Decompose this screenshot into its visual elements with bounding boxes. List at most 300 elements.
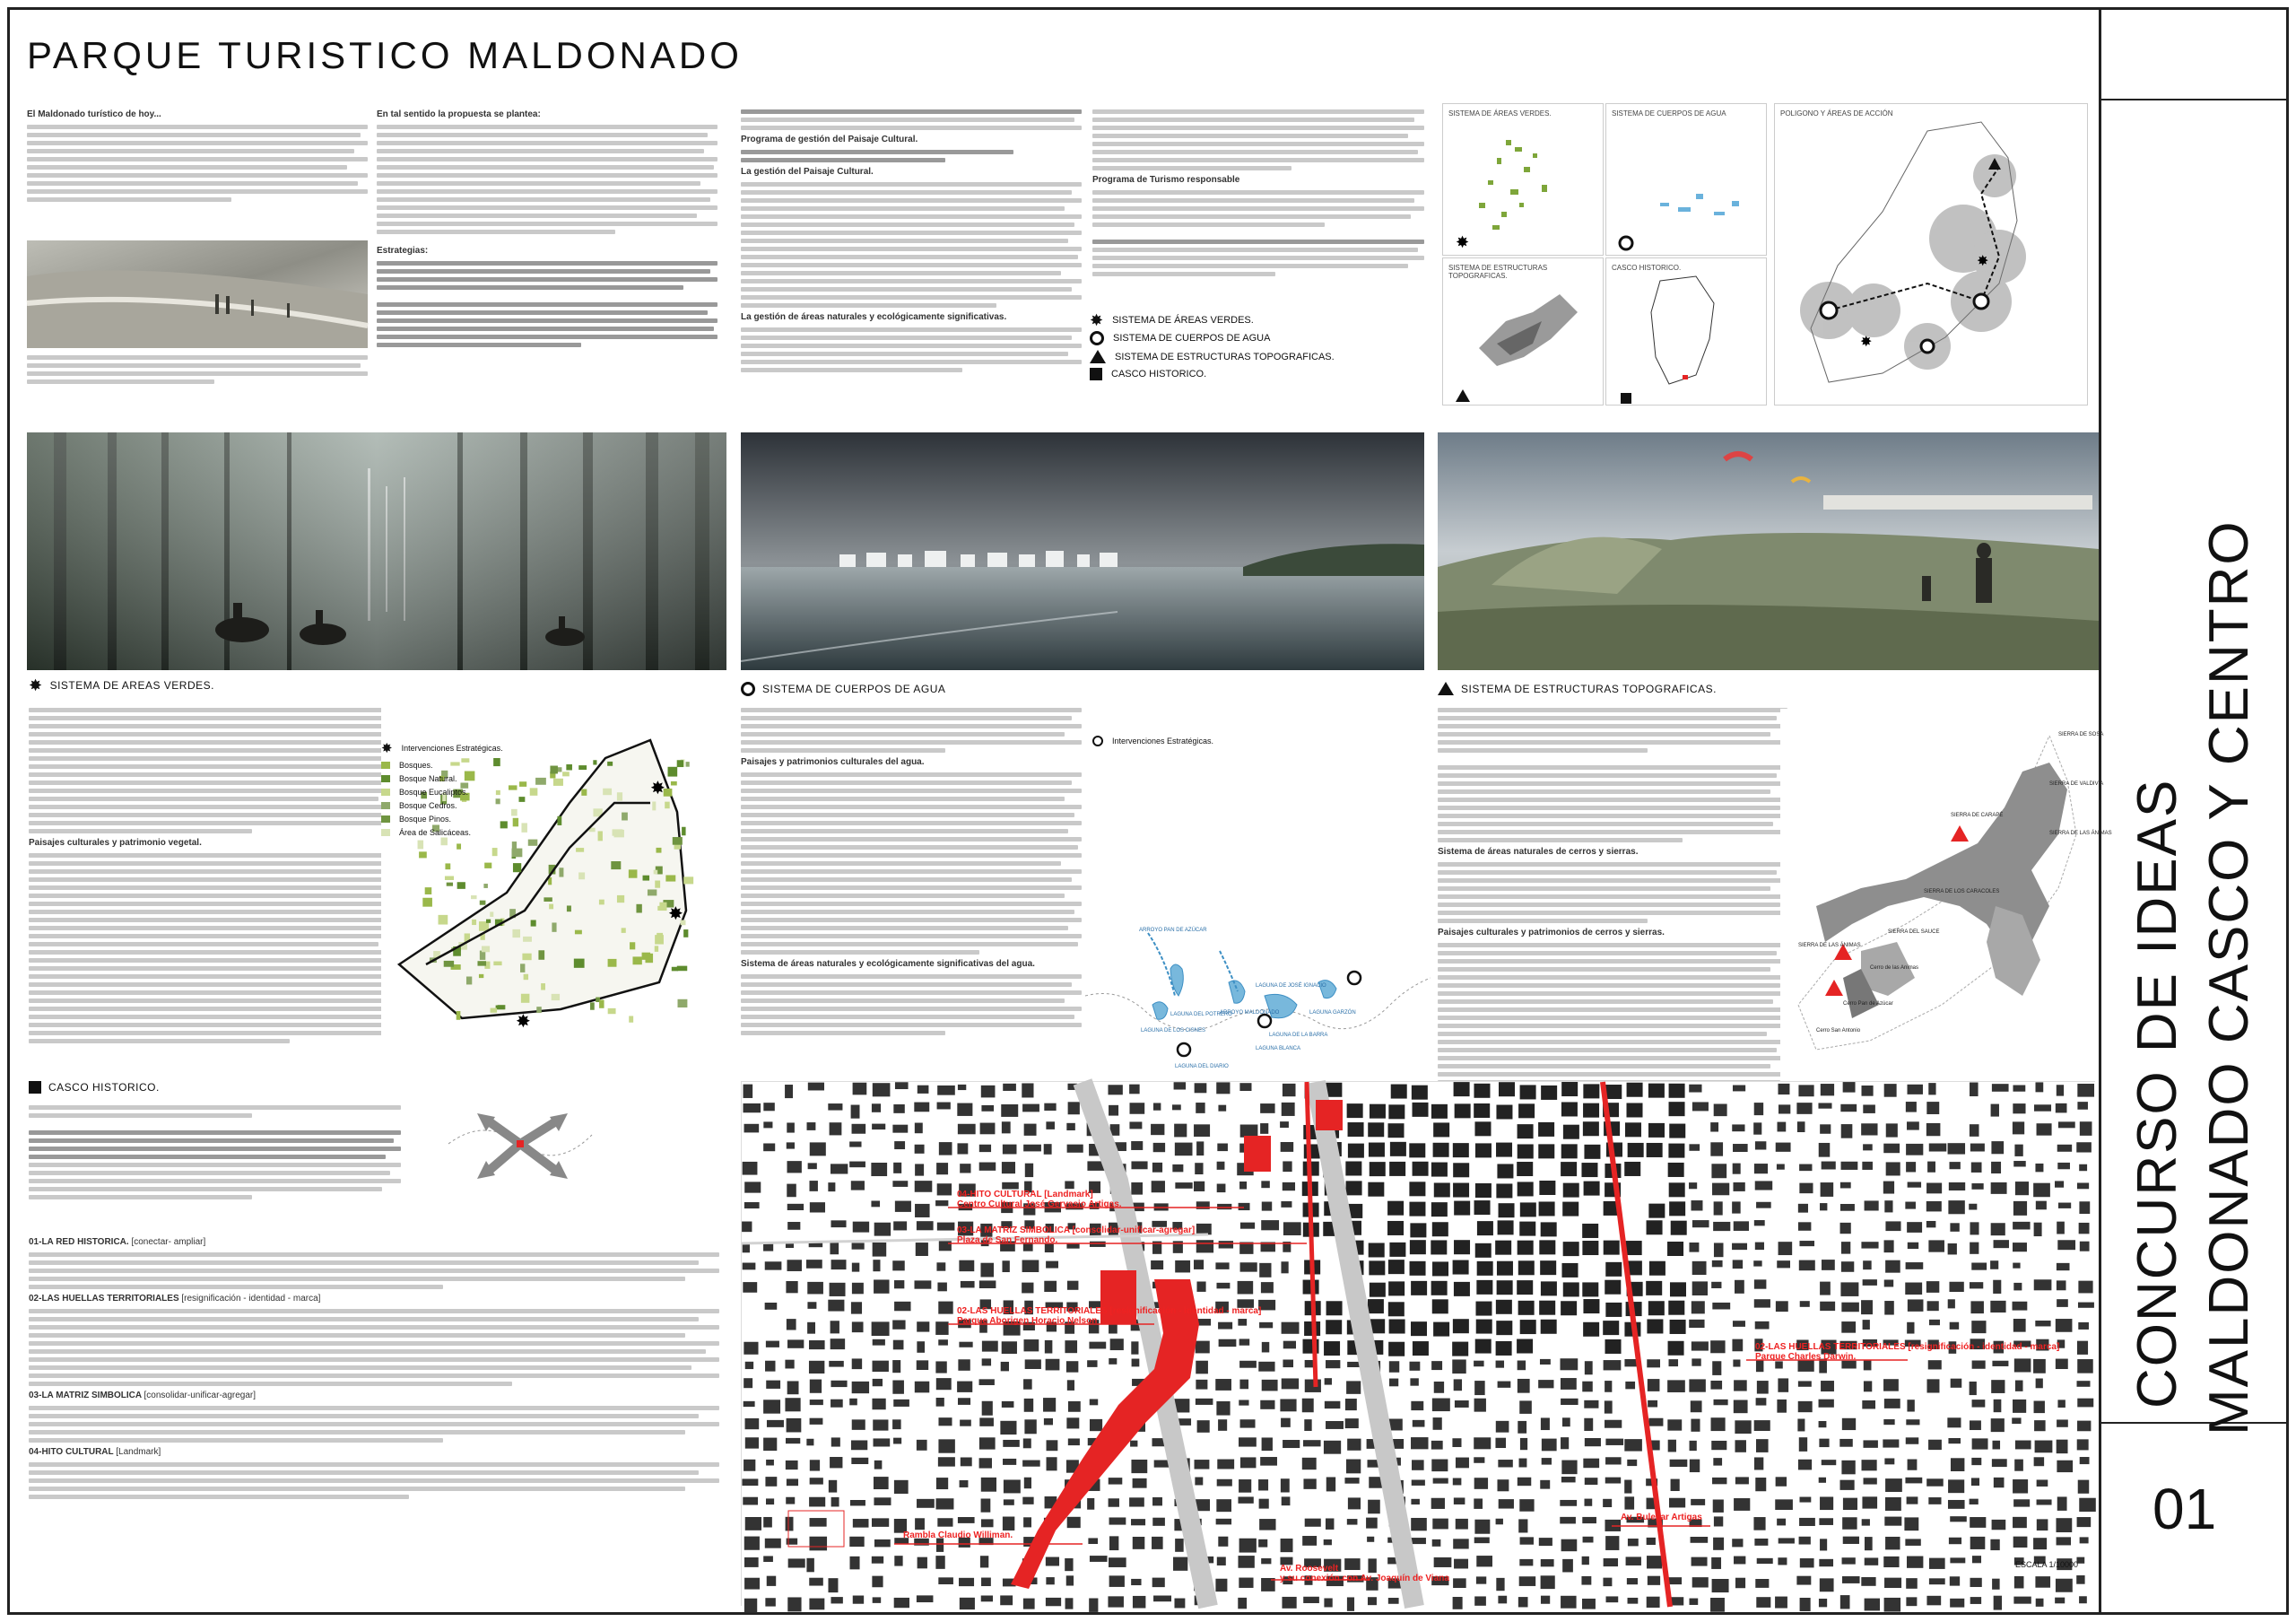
city-block xyxy=(1541,1417,1550,1430)
city-block xyxy=(1884,1279,1893,1286)
city-block xyxy=(1260,1457,1277,1466)
vegetation-patch xyxy=(686,762,690,767)
city-block xyxy=(1370,1283,1386,1297)
city-block xyxy=(1474,1498,1483,1508)
vegetation-patch xyxy=(648,889,657,895)
city-block xyxy=(1970,1222,1979,1234)
city-block xyxy=(1776,1477,1787,1486)
vegetation-patch xyxy=(671,781,677,786)
city-block xyxy=(1087,1360,1097,1367)
city-block xyxy=(1046,1121,1055,1129)
city-block xyxy=(1970,1537,1986,1549)
city-block xyxy=(787,1478,798,1486)
city-block xyxy=(1755,1243,1764,1251)
city-block xyxy=(1196,1499,1210,1511)
city-block xyxy=(828,1103,842,1111)
city-block xyxy=(1347,1519,1358,1525)
city-block xyxy=(1022,1283,1033,1294)
city-block xyxy=(1519,1222,1535,1236)
city-block xyxy=(766,1498,774,1504)
city-block xyxy=(1797,1121,1805,1132)
city-block xyxy=(1863,1279,1877,1286)
natural-areas-heading: La gestión de áreas naturales y ecológicamente significativas. xyxy=(741,312,1007,322)
city-block xyxy=(1496,1300,1512,1314)
city-block xyxy=(917,1360,928,1370)
city-block xyxy=(1388,1342,1405,1356)
city-block xyxy=(1819,1439,1829,1447)
city-block xyxy=(1605,1400,1613,1413)
city-block xyxy=(2057,1145,2072,1152)
city-block xyxy=(1970,1243,1979,1254)
city-block xyxy=(917,1341,925,1353)
city-block xyxy=(1282,1597,1296,1609)
city-block xyxy=(1624,1162,1640,1176)
city-block xyxy=(1304,1419,1311,1431)
city-block xyxy=(1841,1461,1855,1474)
city-block xyxy=(1370,1104,1386,1119)
city-block xyxy=(2013,1086,2025,1092)
city-block xyxy=(1753,1122,1761,1134)
city-block xyxy=(1583,1299,1599,1313)
vegetation-patch xyxy=(622,928,626,933)
city-block xyxy=(1778,1557,1787,1565)
city-block xyxy=(2078,1322,2089,1330)
city-block xyxy=(1905,1478,1922,1484)
city-block xyxy=(828,1300,844,1312)
city-block xyxy=(852,1321,864,1332)
program-heading: Programa de gestión del Paisaje Cultural. xyxy=(741,135,918,144)
city-block xyxy=(1519,1400,1532,1414)
city-block xyxy=(1624,1496,1634,1509)
city-block xyxy=(1627,1460,1637,1466)
city-block xyxy=(1499,1082,1515,1096)
city-block xyxy=(1174,1124,1187,1138)
vegetation-patch xyxy=(523,937,532,942)
city-block xyxy=(1992,1520,2006,1530)
city-block xyxy=(1584,1418,1593,1431)
city-block xyxy=(1929,1578,1945,1584)
city-block xyxy=(1581,1576,1591,1585)
city-block xyxy=(1908,1460,1918,1470)
verdes-heading: Paisajes culturales y patrimonio vegetal. xyxy=(29,838,202,848)
city-block xyxy=(1907,1222,1922,1233)
city-block xyxy=(2079,1498,2096,1512)
city-block xyxy=(1883,1182,1894,1194)
city-block xyxy=(1822,1460,1836,1465)
city-block xyxy=(1348,1497,1361,1509)
city-block xyxy=(1929,1320,1940,1325)
city-block xyxy=(1927,1301,1939,1311)
city-block xyxy=(894,1302,910,1311)
city-block xyxy=(1324,1598,1332,1607)
city-block xyxy=(763,1556,773,1562)
city-block xyxy=(853,1596,864,1604)
city-block xyxy=(2077,1182,2089,1189)
city-block xyxy=(1433,1478,1448,1484)
city-block xyxy=(1456,1458,1469,1469)
city-block xyxy=(2015,1441,2031,1450)
city-block xyxy=(766,1341,779,1347)
city-block xyxy=(1947,1417,1961,1427)
city-block xyxy=(938,1339,948,1345)
city-block xyxy=(1991,1418,2005,1432)
city-block xyxy=(1800,1598,1811,1611)
city-block xyxy=(1627,1578,1638,1584)
city-block xyxy=(1326,1518,1334,1529)
city-block xyxy=(1432,1222,1448,1236)
intro-heading: El Maldonado turístico de hoy... xyxy=(27,109,161,119)
city-block xyxy=(959,1260,974,1271)
city-block xyxy=(809,1361,824,1373)
city-block xyxy=(1151,1260,1163,1269)
city-block xyxy=(2013,1479,2028,1494)
city-block xyxy=(1283,1182,1295,1190)
city-block xyxy=(1863,1260,1872,1269)
vegetation-patch xyxy=(652,801,656,810)
vegetation-patch xyxy=(536,1007,542,1013)
city-block xyxy=(1520,1320,1536,1334)
city-block xyxy=(1669,1359,1679,1366)
city-block xyxy=(1195,1460,1210,1469)
city-block xyxy=(1109,1557,1126,1567)
city-block xyxy=(1562,1417,1570,1426)
city-block xyxy=(1777,1164,1785,1169)
city-block xyxy=(1172,1104,1181,1110)
city-block xyxy=(2013,1499,2030,1506)
city-block xyxy=(1711,1557,1721,1569)
city-block xyxy=(1431,1281,1448,1295)
city-block xyxy=(1152,1537,1163,1549)
city-block xyxy=(1735,1477,1749,1484)
city-block xyxy=(1238,1281,1254,1295)
city-block xyxy=(1131,1141,1143,1150)
topo-label: Cerro San Antonio xyxy=(1816,1028,1861,1033)
vegetation-patch xyxy=(611,861,621,869)
contest-subtitle: MALDONADO CASCO Y CENTRO xyxy=(2198,519,2260,1435)
city-block xyxy=(1970,1517,1986,1528)
city-block xyxy=(1412,1460,1424,1469)
city-block xyxy=(1754,1457,1763,1469)
city-block xyxy=(1991,1141,2004,1154)
city-block xyxy=(1518,1182,1534,1196)
city-block xyxy=(1865,1599,1880,1611)
city-block xyxy=(1495,1438,1506,1448)
vegetation-patch xyxy=(418,841,424,850)
city-block xyxy=(1798,1222,1811,1230)
vegetation-patch xyxy=(683,876,693,884)
city-block xyxy=(2055,1181,2064,1187)
city-block xyxy=(1689,1144,1700,1150)
city-block xyxy=(1410,1261,1426,1276)
city-block xyxy=(1474,1361,1483,1367)
topo-heading-2: Paisajes culturales y patrimonios de cerros y sierras. xyxy=(1438,928,1665,937)
city-block xyxy=(2037,1499,2052,1504)
city-block xyxy=(959,1578,974,1586)
city-block xyxy=(1775,1597,1787,1609)
city-block xyxy=(1131,1460,1147,1473)
city-block xyxy=(1153,1103,1161,1110)
vegetation-patch xyxy=(608,1008,616,1014)
city-block xyxy=(1775,1361,1783,1368)
city-block xyxy=(831,1381,847,1387)
city-block xyxy=(787,1122,795,1132)
city-block xyxy=(1861,1300,1873,1314)
city-block xyxy=(2013,1400,2026,1413)
city-block xyxy=(1065,1598,1074,1609)
vegetation-patch xyxy=(677,966,687,972)
city-block xyxy=(2080,1457,2090,1464)
city-block xyxy=(1346,1381,1361,1393)
city-block xyxy=(1820,1578,1834,1591)
vegetation-patch xyxy=(632,956,641,964)
city-block xyxy=(1714,1400,1728,1405)
city-block xyxy=(1714,1243,1724,1257)
vegetation-patch xyxy=(659,903,666,911)
city-block xyxy=(1778,1122,1787,1132)
city-block xyxy=(1905,1283,1922,1295)
city-block xyxy=(1217,1479,1232,1487)
city-block xyxy=(1022,1260,1039,1273)
city-block xyxy=(1152,1163,1162,1173)
city-block xyxy=(1433,1122,1449,1137)
city-block xyxy=(1710,1142,1723,1155)
city-block xyxy=(960,1420,971,1426)
city-block xyxy=(1540,1260,1556,1275)
city-block xyxy=(981,1578,991,1586)
thumb-casco: CASCO HISTORICO. xyxy=(1605,257,1767,406)
city-block xyxy=(1735,1420,1751,1434)
city-block xyxy=(1002,1182,1019,1190)
city-block xyxy=(939,1142,952,1155)
city-block xyxy=(849,1141,861,1147)
city-block xyxy=(1453,1260,1469,1275)
city-block xyxy=(979,1417,994,1426)
city-block xyxy=(2055,1598,2065,1604)
city-block xyxy=(1388,1123,1405,1138)
city-block xyxy=(1022,1461,1040,1467)
city-block xyxy=(2036,1201,2047,1210)
city-block xyxy=(915,1123,923,1134)
city-block xyxy=(1432,1539,1441,1547)
vegetation-patch xyxy=(629,869,638,877)
city-block xyxy=(810,1418,823,1425)
city-block xyxy=(1605,1478,1621,1484)
city-block xyxy=(2057,1461,2073,1472)
city-block xyxy=(959,1342,972,1347)
city-block xyxy=(1474,1399,1486,1412)
city-block xyxy=(1434,1382,1444,1393)
city-block xyxy=(1842,1517,1857,1530)
city-block xyxy=(1496,1143,1512,1157)
city-block xyxy=(1649,1261,1665,1276)
city-block xyxy=(852,1283,864,1295)
city-block xyxy=(1066,1417,1079,1428)
city-block xyxy=(1391,1085,1407,1099)
city-block xyxy=(1474,1478,1488,1489)
vegetation-patch xyxy=(607,762,613,766)
city-block xyxy=(894,1141,905,1149)
city-block xyxy=(1691,1419,1700,1432)
city-block xyxy=(2057,1400,2065,1408)
city-block xyxy=(1906,1419,1919,1425)
city-block xyxy=(1261,1558,1271,1564)
city-block xyxy=(1755,1579,1769,1588)
city-block xyxy=(763,1438,777,1452)
city-block xyxy=(1863,1320,1870,1330)
city-block xyxy=(2076,1142,2092,1152)
city-block xyxy=(1561,1378,1577,1390)
city-block xyxy=(1044,1281,1057,1292)
city-block xyxy=(1756,1597,1770,1608)
city-block xyxy=(1840,1480,1855,1490)
city-block xyxy=(1477,1261,1493,1276)
city-block xyxy=(1474,1457,1484,1462)
city-block xyxy=(1820,1496,1833,1510)
city-block xyxy=(914,1103,929,1112)
city-block xyxy=(1475,1339,1492,1354)
city-block xyxy=(1951,1458,1964,1471)
city-block xyxy=(1196,1240,1213,1252)
city-block xyxy=(763,1103,774,1111)
vegetation-patch xyxy=(513,818,518,827)
city-block xyxy=(1863,1440,1877,1447)
city-block xyxy=(1240,1457,1257,1468)
city-block xyxy=(1541,1222,1557,1236)
city-block xyxy=(1215,1379,1231,1391)
city-block xyxy=(982,1401,993,1416)
city-block xyxy=(1581,1163,1597,1177)
city-block xyxy=(980,1263,994,1278)
city-block xyxy=(1669,1084,1685,1098)
city-block xyxy=(1819,1559,1833,1566)
city-block xyxy=(1410,1223,1426,1237)
city-label-matriz: 03-LA MATRIZ SIMBOLICA [consolidar-unificar-agregar] Plaza de San Fernando. xyxy=(957,1225,1196,1245)
city-block xyxy=(849,1399,857,1406)
city-block xyxy=(1907,1400,1914,1411)
city-block xyxy=(1499,1499,1514,1508)
city-block xyxy=(742,1478,758,1486)
city-block xyxy=(1068,1102,1080,1114)
topo-label: Cerro de las Animas xyxy=(1870,965,1919,971)
vegetation-patch xyxy=(457,1011,461,1020)
city-block xyxy=(1799,1241,1814,1246)
city-block xyxy=(1972,1556,1981,1563)
water-label: ARROYO MALDONADO xyxy=(1220,1010,1280,1016)
city-block xyxy=(1454,1082,1470,1096)
city-block xyxy=(1388,1260,1405,1274)
city-block xyxy=(1648,1204,1665,1218)
vegetation-patch xyxy=(553,779,563,786)
city-block xyxy=(1796,1576,1811,1585)
city-block xyxy=(1000,1421,1016,1435)
city-block xyxy=(1496,1578,1504,1591)
city-block xyxy=(1648,1123,1665,1138)
city-block xyxy=(2080,1121,2092,1136)
lake-photo xyxy=(741,432,1424,670)
vegetation-patch xyxy=(682,827,685,836)
city-block xyxy=(1605,1262,1622,1277)
city-block xyxy=(1520,1537,1534,1544)
city-block xyxy=(1090,1556,1108,1562)
city-block xyxy=(831,1321,839,1333)
city-block xyxy=(937,1518,952,1526)
city-block xyxy=(1733,1144,1748,1152)
city-label-darwin: 02-LAS HUELLAS TERRITORIALES [resignificación - identidad - marca] Parque Charles Darwin. xyxy=(1755,1342,2060,1362)
city-block xyxy=(1498,1596,1507,1604)
city-block xyxy=(1885,1497,1901,1511)
city-block xyxy=(809,1537,827,1551)
city-block xyxy=(2036,1379,2043,1389)
city-block xyxy=(871,1163,887,1176)
city-block xyxy=(893,1104,904,1113)
square-icon xyxy=(1090,368,1102,380)
city-block xyxy=(1907,1322,1914,1334)
city-block xyxy=(1454,1282,1470,1296)
city-block xyxy=(1453,1478,1462,1486)
city-block xyxy=(1820,1282,1831,1295)
water-label: LAGUNA GARZÓN xyxy=(1309,1010,1356,1016)
section-casco: CASCO HISTORICO. xyxy=(29,1081,160,1094)
city-block xyxy=(1388,1281,1405,1295)
city-block xyxy=(1692,1341,1709,1350)
city-block xyxy=(1046,1577,1054,1584)
city-block xyxy=(1949,1282,1963,1292)
city-block xyxy=(2013,1597,2031,1604)
city-block xyxy=(1991,1182,2007,1194)
city-block xyxy=(1563,1282,1579,1296)
city-block xyxy=(979,1437,996,1449)
city-block xyxy=(2057,1496,2067,1510)
city-block xyxy=(807,1322,815,1334)
city-block xyxy=(1520,1202,1536,1216)
city-block xyxy=(2015,1381,2023,1391)
city-block xyxy=(1498,1382,1511,1388)
city-block xyxy=(809,1340,825,1349)
city-block xyxy=(1411,1281,1427,1295)
city-block xyxy=(2035,1321,2050,1326)
city-block xyxy=(1733,1164,1741,1174)
vegetation-patch xyxy=(655,881,660,888)
city-block xyxy=(2077,1102,2088,1110)
verdes-legend-item: Bosque Pinos. xyxy=(381,815,503,824)
city-block xyxy=(1733,1086,1745,1092)
city-block xyxy=(1948,1299,1955,1308)
city-block xyxy=(1561,1082,1578,1096)
city-block xyxy=(1647,1597,1660,1608)
city-block xyxy=(893,1400,909,1407)
city-block xyxy=(743,1282,757,1293)
city-block xyxy=(1152,1578,1165,1588)
city-block xyxy=(1239,1339,1250,1345)
city-block xyxy=(787,1597,801,1611)
city-block xyxy=(1431,1104,1448,1119)
city-block xyxy=(1172,1164,1183,1172)
city-block xyxy=(1648,1576,1660,1585)
vegetation-patch xyxy=(419,851,427,858)
city-block xyxy=(873,1379,883,1386)
city-block xyxy=(960,1164,970,1173)
city-block xyxy=(1839,1439,1852,1447)
intro-text-2 xyxy=(27,352,368,388)
city-block xyxy=(1003,1084,1016,1091)
city-block xyxy=(1949,1162,1960,1169)
city-block xyxy=(1217,1162,1225,1170)
city-block xyxy=(1843,1498,1857,1510)
city-block xyxy=(1369,1143,1385,1157)
city-block xyxy=(937,1086,955,1095)
city-block xyxy=(787,1161,802,1173)
city-block xyxy=(895,1201,911,1212)
